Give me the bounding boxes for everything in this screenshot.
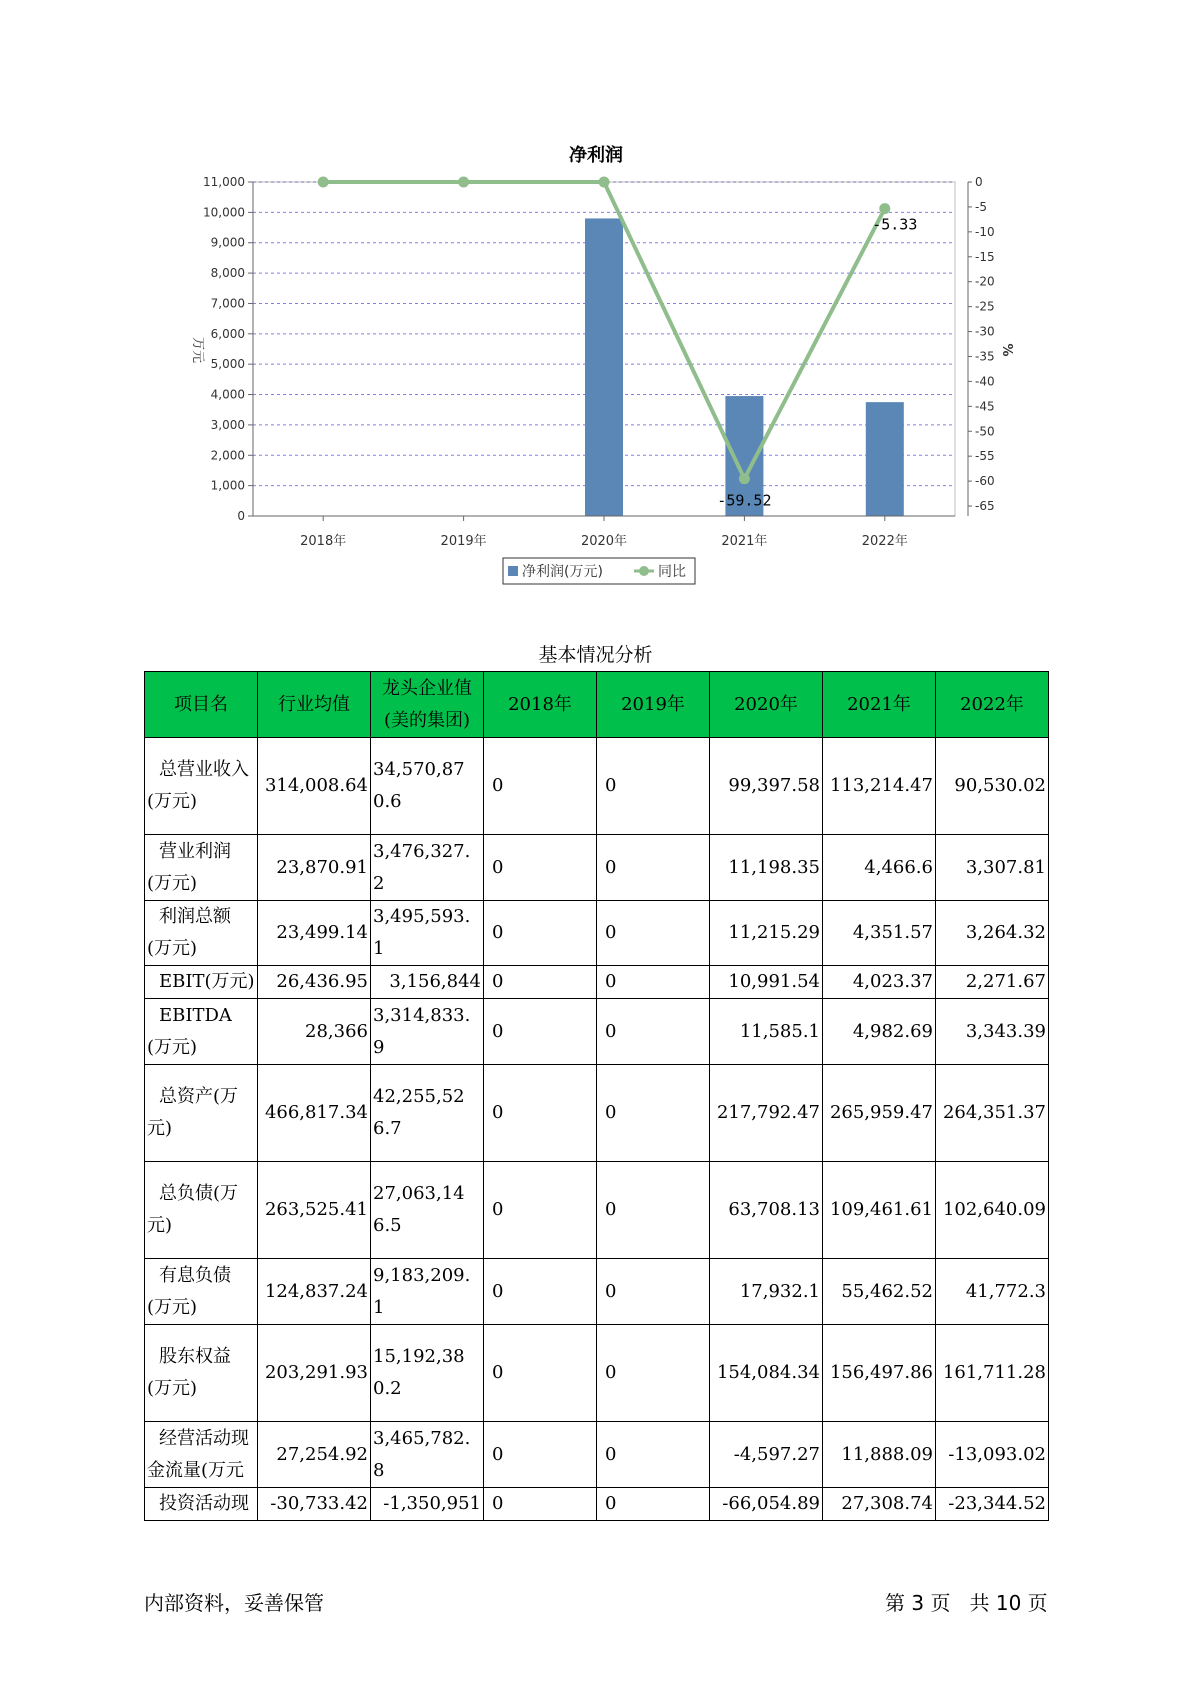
value-cell: 0 [597,1325,710,1422]
value-cell: 11,888.09 [823,1422,936,1488]
y-axis-label-left: 万元 [190,336,205,364]
chart-title: 净利润 [569,145,623,166]
value-cell: 0 [484,1488,597,1521]
value-cell: 23,499.14 [258,901,371,966]
table-row [145,1325,1049,1422]
table-row [145,738,1049,835]
data-label: -5.33 [872,215,918,234]
value-cell: 0 [597,1065,710,1162]
value-cell: 3,495,593.1 [371,901,484,966]
table-row [145,1488,1049,1521]
header-cell: 龙头企业值(美的集团) [371,672,484,738]
value-cell: 0 [597,1422,710,1488]
value-cell: 0 [484,1162,597,1259]
value-cell: 3,343.39 [936,999,1049,1065]
value-cell: 0 [597,1488,710,1521]
x-tick-label: 2020年 [580,534,628,549]
y-tick-label-right: -60 [975,474,995,489]
value-cell: 27,063,146.5 [371,1162,484,1259]
value-cell: 0 [484,966,597,999]
value-cell: 9,183,209.1 [371,1259,484,1325]
y-tick-label-right: -65 [975,499,995,514]
y-tick-label-left: 2,000 [210,448,245,463]
x-tick-label: 2019年 [440,534,487,549]
value-cell: 3,465,782.8 [371,1422,484,1488]
bar-net-profit [866,402,904,516]
value-cell: 99,397.58 [710,738,823,835]
value-cell: 161,711.28 [936,1325,1049,1422]
value-cell: 0 [597,901,710,966]
row-label-cell: 有息负债(万元) [145,1259,258,1325]
y-tick-label-left: 6,000 [210,326,245,341]
legend-line-label: 同比 [658,564,686,580]
value-cell: 0 [484,999,597,1065]
legend-bar-label: 净利润(万元) [522,564,603,580]
value-cell: 124,837.24 [258,1259,371,1325]
value-cell: 0 [597,999,710,1065]
header-cell: 2021年 [823,672,936,738]
row-label-cell: 营业利润(万元) [145,835,258,901]
table-header-row [145,672,1049,738]
bar-net-profit [585,218,623,516]
yoy-point [739,473,750,484]
value-cell: 55,462.52 [823,1259,936,1325]
y-tick-label-right: -35 [975,349,995,364]
value-cell: -23,344.52 [936,1488,1049,1521]
value-cell: 0 [597,1162,710,1259]
legend-line-marker [639,566,649,576]
value-cell: 0 [484,1422,597,1488]
value-cell: 0 [484,835,597,901]
chart-legend [503,558,695,584]
header-cell: 行业均值 [258,672,371,738]
yoy-point [458,177,469,188]
header-cell: 项目名 [145,672,258,738]
value-cell: 90,530.02 [936,738,1049,835]
y-tick-label-right: -40 [975,374,995,389]
row-label-cell: EBITDA(万元) [145,999,258,1065]
y-tick-label-left: 3,000 [210,417,245,432]
footer-confidential: 内部资料，妥善保管 [144,1591,324,1615]
y-tick-label-left: 4,000 [210,387,245,402]
header-cell: 2018年 [484,672,597,738]
value-cell: 3,264.32 [936,901,1049,966]
header-cell: 2019年 [597,672,710,738]
value-cell: -30,733.42 [258,1488,371,1521]
table-row [145,1259,1049,1325]
value-cell: 11,215.29 [710,901,823,966]
yoy-point [318,177,329,188]
value-cell: 23,870.91 [258,835,371,901]
value-cell: 3,307.81 [936,835,1049,901]
value-cell: 0 [484,1259,597,1325]
value-cell: 217,792.47 [710,1065,823,1162]
value-cell: 4,982.69 [823,999,936,1065]
value-cell: 27,308.74 [823,1488,936,1521]
yoy-point [879,203,890,214]
value-cell: 466,817.34 [258,1065,371,1162]
y-axis-label-right: % [999,343,1014,357]
y-tick-label-left: 10,000 [203,205,245,220]
y-tick-label-right: -10 [975,224,995,239]
value-cell: 0 [597,738,710,835]
y-tick-label-left: 8,000 [210,266,245,281]
value-cell: 41,772.3 [936,1259,1049,1325]
value-cell: -1,350,951 [371,1488,484,1521]
row-label-cell: EBIT(万元) [145,966,258,999]
value-cell: 42,255,526.7 [371,1065,484,1162]
value-cell: 17,932.1 [710,1259,823,1325]
table-row [145,901,1049,966]
x-tick-label: 2021年 [721,534,768,549]
y-tick-label-left: 0 [237,509,245,523]
y-tick-label-right: -30 [975,324,995,339]
value-cell: 4,351.57 [823,901,936,966]
y-tick-label-right: -25 [975,299,995,314]
yoy-point [599,177,610,188]
value-cell: 264,351.37 [936,1065,1049,1162]
y-tick-label-left: 11,000 [203,175,245,189]
y-tick-label-right: -55 [975,449,995,464]
value-cell: 3,476,327.2 [371,835,484,901]
y-tick-label-left: 9,000 [210,235,245,250]
value-cell: 26,436.95 [258,966,371,999]
value-cell: 63,708.13 [710,1162,823,1259]
y-tick-label-left: 5,000 [210,357,245,372]
y-tick-label-right: -20 [975,274,995,289]
y-tick-label-right: 0 [975,175,983,189]
value-cell: 28,366 [258,999,371,1065]
value-cell: 0 [484,1325,597,1422]
data-label: -59.52 [717,491,772,510]
table-row [145,999,1049,1065]
footer-page-number: 第 3 页 共 10 页 [885,1591,1048,1615]
value-cell: 0 [484,1065,597,1162]
value-cell: 154,084.34 [710,1325,823,1422]
value-cell: 11,198.35 [710,835,823,901]
header-cell: 2020年 [710,672,823,738]
y-tick-label-right: -50 [975,424,995,439]
y-tick-label-right: -45 [975,399,995,414]
legend-bar-swatch [508,566,518,576]
header-cell: 2022年 [936,672,1049,738]
value-cell: 4,023.37 [823,966,936,999]
y-tick-label-left: 1,000 [210,478,245,493]
row-label-cell: 总资产(万元) [145,1065,258,1162]
table-row [145,966,1049,999]
row-label-cell: 总负债(万元) [145,1162,258,1259]
row-label-cell: 利润总额(万元) [145,901,258,966]
value-cell: 11,585.1 [710,999,823,1065]
table-row [145,1422,1049,1488]
value-cell: 0 [484,901,597,966]
y-tick-label-right: -15 [975,249,995,264]
value-cell: 0 [484,738,597,835]
value-cell: 0 [597,1259,710,1325]
value-cell: 4,466.6 [823,835,936,901]
value-cell: 27,254.92 [258,1422,371,1488]
value-cell: 102,640.09 [936,1162,1049,1259]
table-row [145,835,1049,901]
table-caption: 基本情况分析 [538,644,653,666]
basic-analysis-table [144,671,1049,1521]
value-cell: 203,291.93 [258,1325,371,1422]
value-cell: 109,461.61 [823,1162,936,1259]
table-row [145,1065,1049,1162]
table-row [145,1162,1049,1259]
value-cell: 15,192,380.2 [371,1325,484,1422]
value-cell: -4,597.27 [710,1422,823,1488]
row-label-cell: 总营业收入(万元) [145,738,258,835]
y-tick-label-left: 7,000 [210,296,245,311]
table-body [145,738,1049,1521]
value-cell: 3,156,844 [371,966,484,999]
value-cell: 34,570,870.6 [371,738,484,835]
value-cell: 0 [597,966,710,999]
value-cell: 156,497.86 [823,1325,936,1422]
y-tick-label-right: -5 [975,199,987,214]
x-tick-label: 2022年 [861,534,908,549]
value-cell: 314,008.64 [258,738,371,835]
value-cell: 263,525.41 [258,1162,371,1259]
net-profit-chart [0,0,1191,600]
value-cell: 3,314,833.9 [371,999,484,1065]
value-cell: 265,959.47 [823,1065,936,1162]
row-label-cell: 经营活动现金流量(万元 [145,1422,258,1488]
value-cell: -66,054.89 [710,1488,823,1521]
value-cell: -13,093.02 [936,1422,1049,1488]
value-cell: 10,991.54 [710,966,823,999]
x-tick-label: 2018年 [300,534,347,549]
value-cell: 2,271.67 [936,966,1049,999]
value-cell: 0 [597,835,710,901]
row-label-cell: 投资活动现 [145,1488,258,1521]
value-cell: 113,214.47 [823,738,936,835]
row-label-cell: 股东权益(万元) [145,1325,258,1422]
